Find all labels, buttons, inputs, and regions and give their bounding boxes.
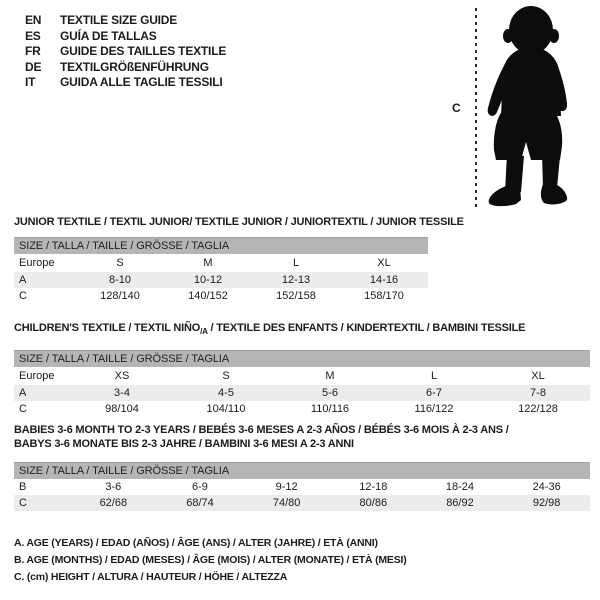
size-cell: 92/98 xyxy=(503,495,590,511)
language-code: ES xyxy=(25,28,41,43)
language-label: TEXTILE SIZE GUIDE xyxy=(60,13,178,27)
size-cell: 116/122 xyxy=(414,403,454,416)
size-cell: 98/104 xyxy=(105,403,139,416)
junior-textile-section xyxy=(14,215,464,304)
row-label: Europe xyxy=(19,257,55,269)
size-cell: 8-10 xyxy=(76,272,164,288)
children-table-title xyxy=(14,321,590,339)
size-cell: 122/128 xyxy=(518,403,558,416)
language-row-en xyxy=(25,13,226,29)
language-row-it xyxy=(25,75,226,91)
language-label: GUIDE DES TAILLES TEXTILE xyxy=(60,44,227,58)
title-text: / TEXTILE DES ENFANTS / KINDERTEXTIL / BAMBINI TESSILE xyxy=(207,322,526,334)
size-cell: 14-16 xyxy=(340,272,428,288)
size-cell: 104/110 xyxy=(206,403,246,416)
children-size-table xyxy=(14,350,590,417)
table-row xyxy=(14,385,590,401)
note-age-months: B. AGE (MONTHS) / EDAD (MESES) / ÂGE (MOIS) / ALTER (MONATE) / ETÀ (MESI) xyxy=(14,554,407,566)
row-label: C xyxy=(19,403,27,416)
language-code: FR xyxy=(25,44,41,58)
size-cell: 3-4 xyxy=(70,385,174,401)
size-cell: 128/140 xyxy=(100,290,140,302)
size-cell: 24-36 xyxy=(532,481,561,493)
size-header-row xyxy=(14,238,428,255)
size-cell: 12-18 xyxy=(359,481,388,493)
children-textile-section xyxy=(14,321,590,417)
size-cell: 140/152 xyxy=(188,290,228,302)
size-cell: 18-24 xyxy=(445,481,475,493)
language-list xyxy=(25,13,226,91)
size-cell: 6-9 xyxy=(192,481,208,493)
note-age-years: A. AGE (YEARS) / EDAD (AÑOS) / ÂGE (ANS) / ALTER (JAHRE) / ETÀ (ANNI) xyxy=(14,537,378,549)
language-label: TEXTILGRÖßENFÜHRUNG xyxy=(60,59,209,74)
table-row xyxy=(14,479,590,495)
babies-textile-section xyxy=(14,423,590,511)
note-height-cm: C. (cm) HEIGHT / ALTURA / HAUTEUR / HÖHE / ALTEZZA xyxy=(14,571,288,583)
size-cell: M xyxy=(203,257,213,269)
legend-notes xyxy=(14,535,407,586)
language-code: DE xyxy=(25,59,42,74)
size-cell: L xyxy=(292,257,300,269)
language-label: GUIDA ALLE TAGLIE TESSILI xyxy=(60,75,223,89)
language-code: IT xyxy=(25,75,36,89)
size-cell: 68/74 xyxy=(157,495,244,511)
size-cell: 74/80 xyxy=(243,495,330,511)
table-row xyxy=(14,288,428,304)
babies-table-title-line1: BABIES 3-6 MONTH TO 2-3 YEARS / BEBÉS 3-6 MESES A 2-3 AÑOS / BÉBÉS 3-6 MOIS À 2-3 ANS / xyxy=(14,424,509,436)
size-cell: XS xyxy=(114,370,130,383)
height-measure-label: C xyxy=(452,101,461,115)
size-cell: 4-5 xyxy=(174,385,278,401)
table-row xyxy=(14,401,590,417)
height-measure-dashed-line xyxy=(475,8,477,210)
size-header-cell: SIZE / TALLA / TAILLE / GRÖSSE / TAGLIA xyxy=(14,351,590,368)
size-cell: M xyxy=(325,370,335,383)
table-row xyxy=(14,272,428,288)
size-header-cell: SIZE / TALLA / TAILLE / GRÖSSE / TAGLIA xyxy=(14,238,428,255)
table-row xyxy=(14,254,428,272)
size-cell: 10-12 xyxy=(164,272,252,288)
junior-size-table xyxy=(14,237,428,304)
babies-table-title-line2: BABYS 3-6 MONATE BIS 2-3 JAHRE / BAMBINI 3-6 MESI A 2-3 ANNI xyxy=(14,438,354,450)
size-cell: 152/158 xyxy=(276,290,316,302)
babies-size-table xyxy=(14,462,590,511)
size-cell: 7-8 xyxy=(486,385,590,401)
row-label: C xyxy=(19,290,27,302)
size-cell: 12-13 xyxy=(252,272,340,288)
table-row xyxy=(14,495,590,511)
row-label: A xyxy=(14,272,76,288)
language-code: EN xyxy=(25,13,42,27)
size-cell: 62/68 xyxy=(70,495,157,511)
language-row-es xyxy=(25,29,226,45)
language-row-de xyxy=(25,60,226,76)
size-cell: S xyxy=(116,257,124,269)
size-cell: 5-6 xyxy=(278,385,382,401)
size-cell: 9-12 xyxy=(275,481,298,493)
row-label: A xyxy=(14,385,70,401)
row-label: C xyxy=(14,495,70,511)
size-header-row xyxy=(14,351,590,368)
toddler-silhouette-icon xyxy=(483,4,575,208)
title-subscript: /A xyxy=(200,327,208,337)
row-label: B xyxy=(19,481,27,493)
size-cell: XL xyxy=(377,257,391,269)
size-header-cell: SIZE / TALLA / TAILLE / GRÖSSE / TAGLIA xyxy=(14,463,590,480)
title-text: CHILDREN'S TEXTILE / TEXTIL NIÑO xyxy=(14,322,201,334)
size-cell: 80/86 xyxy=(330,495,417,511)
size-cell: 3-6 xyxy=(105,481,122,493)
size-header-row xyxy=(14,463,590,480)
size-cell: 158/170 xyxy=(364,290,404,302)
size-cell: S xyxy=(222,370,230,383)
language-label: GUÍA DE TALLAS xyxy=(60,28,157,43)
junior-table-title: JUNIOR TEXTILE / TEXTIL JUNIOR/ TEXTILE JUNIOR / JUNIORTEXTIL / JUNIOR TESSILE xyxy=(14,216,464,228)
size-cell: XL xyxy=(531,370,545,383)
size-cell: 110/116 xyxy=(310,403,350,416)
row-label: Europe xyxy=(19,370,55,383)
size-cell: 6-7 xyxy=(382,385,486,401)
size-cell: 86/92 xyxy=(417,495,504,511)
table-row xyxy=(14,367,590,385)
language-row-fr xyxy=(25,44,226,60)
size-cell: L xyxy=(430,370,438,383)
